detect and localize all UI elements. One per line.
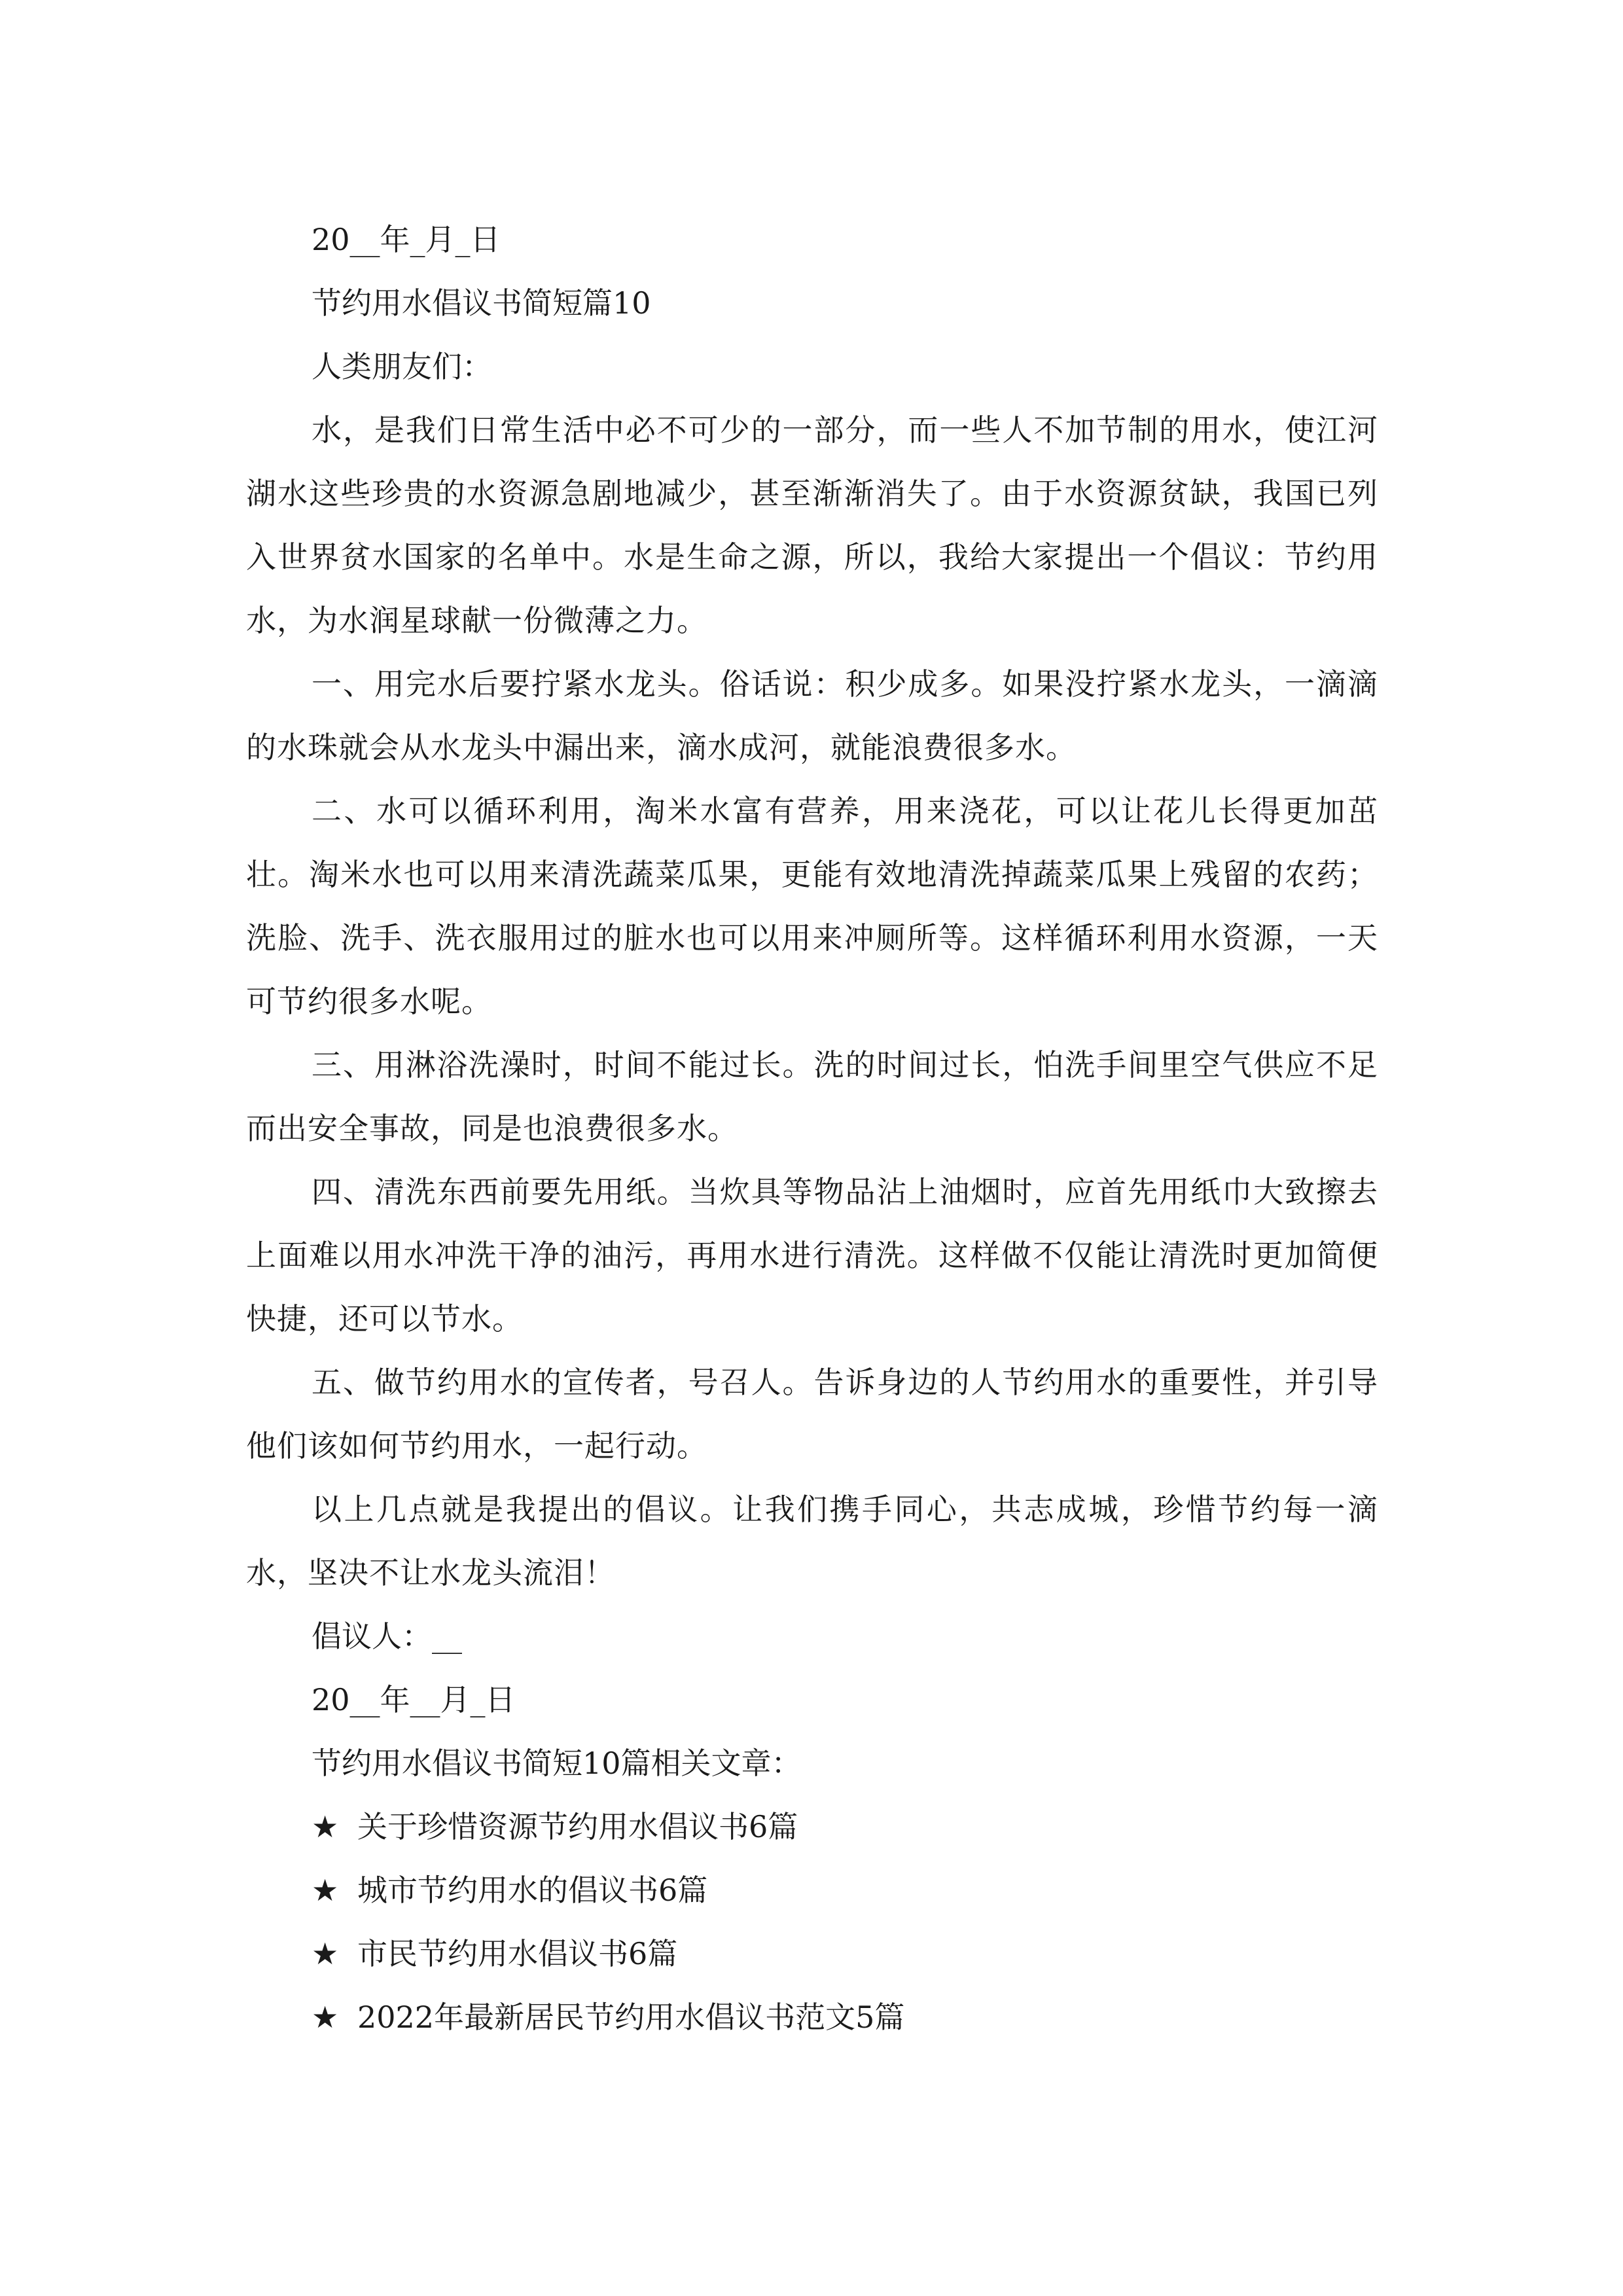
- document-page: [246, 208, 1378, 2049]
- related-heading: 节约用水倡议书简短10篇相关文章：: [312, 1746, 802, 1781]
- paragraph-intro: 水，是我们日常生活中必不可少的一部分，而一些人不加节制的用水，使江河湖水这些珍贵的水资源急剧地减少，甚至渐渐消失了。由于水资源贫缺，我国已列入世界贫水国家的名单中。水是生命之源，所以，我给大家提出一个倡议：节约用水，为水润星球献一份微薄之力。: [246, 412, 1378, 638]
- related-link-item[interactable]: [246, 1795, 1378, 1859]
- greeting: 人类朋友们：: [312, 349, 492, 384]
- star-icon: ★: [312, 1936, 339, 1971]
- star-icon: ★: [312, 1873, 339, 1908]
- signature-date: 20__年__月_日: [312, 1682, 516, 1717]
- related-link-item[interactable]: [246, 1922, 1378, 1986]
- paragraph-point-2: 二、水可以循环利用，淘米水富有营养，用来浇花，可以让花儿长得更加茁壮。淘米水也可以用来清洗蔬菜瓜果，更能有效地清洗掉蔬菜瓜果上残留的农药；洗脸、洗手、洗衣服用过的脏水也可以用来冲厕所等。这样循环利用水资源，一天可节约很多水呢。: [246, 793, 1378, 1019]
- related-link-item[interactable]: [246, 1986, 1378, 2049]
- related-link-label[interactable]: 城市节约用水的倡议书6篇: [357, 1873, 708, 1908]
- related-link-label[interactable]: 关于珍惜资源节约用水倡议书6篇: [357, 1809, 798, 1844]
- paragraph-point-1: 一、用完水后要拧紧水龙头。俗话说：积少成多。如果没拧紧水龙头，一滴滴的水珠就会从水龙头中漏出来，滴水成河，就能浪费很多水。: [246, 666, 1378, 765]
- paragraph-point-3: 三、用淋浴洗澡时，时间不能过长。洗的时间过长，怕洗手间里空气供应不足而出安全事故，同是也浪费很多水。: [246, 1047, 1378, 1146]
- related-link-label[interactable]: 市民节约用水倡议书6篇: [357, 1936, 678, 1971]
- document-title: 节约用水倡议书简短篇10: [312, 285, 651, 321]
- paragraph-point-4: 四、清洗东西前要先用纸。当炊具等物品沾上油烟时，应首先用纸巾大致擦去上面难以用水冲洗干净的油污，再用水进行清洗。这样做不仅能让清洗时更加简便快捷，还可以节水。: [246, 1174, 1378, 1336]
- proposer-signature: 倡议人：__: [312, 1619, 462, 1654]
- related-link-item[interactable]: [246, 1859, 1378, 1922]
- paragraph-conclusion: 以上几点就是我提出的倡议。让我们携手同心，共志成城，珍惜节约每一滴水，坚决不让水龙头流泪！: [246, 1492, 1378, 1590]
- star-icon: ★: [312, 1809, 339, 1844]
- paragraph-point-5: 五、做节约用水的宣传者，号召人。告诉身边的人节约用水的重要性，并引导他们该如何节约用水，一起行动。: [246, 1365, 1378, 1463]
- date-top: 20__年_月_日: [312, 222, 501, 257]
- star-icon: ★: [312, 2000, 339, 2035]
- related-link-label[interactable]: 2022年最新居民节约用水倡议书范文5篇: [357, 2000, 905, 2035]
